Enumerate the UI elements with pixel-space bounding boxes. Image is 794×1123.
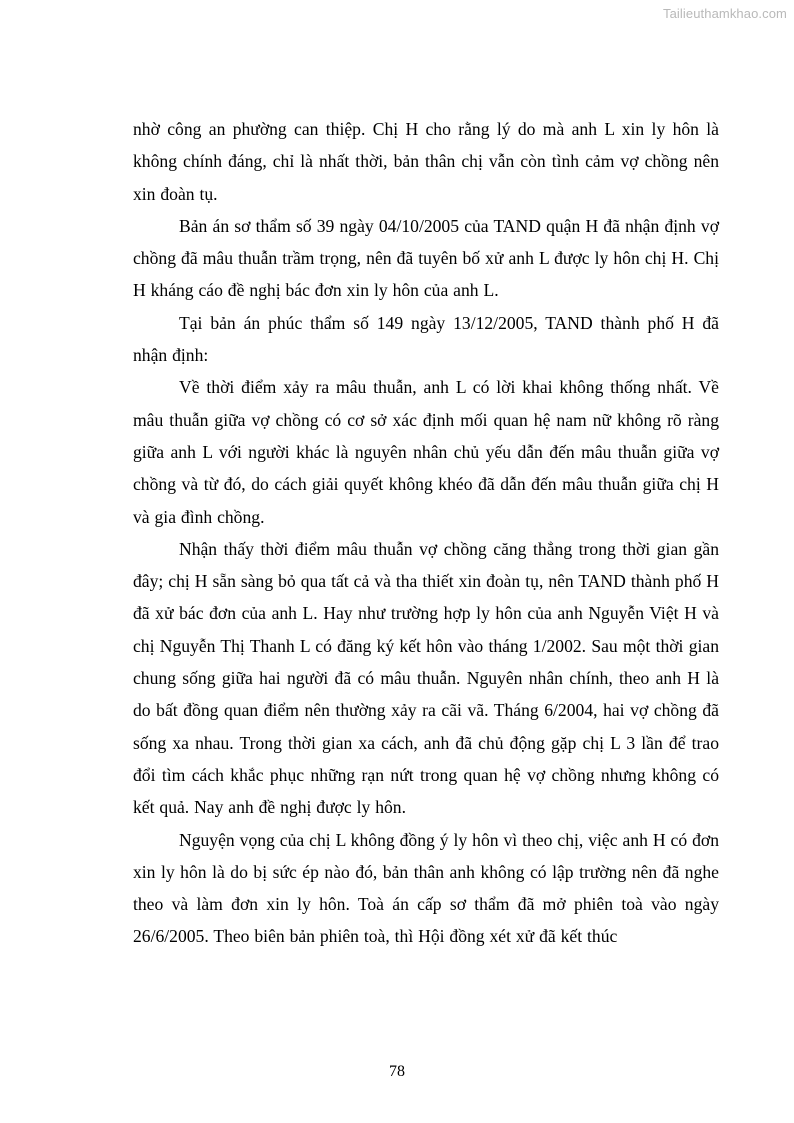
page-number: 78 (389, 1063, 405, 1080)
paragraph-3: Tại bản án phúc thẩm số 149 ngày 13/12/2005, TAND thành phố H đã nhận định: (133, 312, 719, 366)
paragraph-5: Nhận thấy thời điểm mâu thuẫn vợ chồng căng thẳng trong thời gian gần đây; chị H sẵn sàng bỏ qua tất cả và tha thiết xin đoàn tụ, nên TAND thành phố H đã xử bác đơn của anh L. Hay như trường hợp ly hôn của anh Nguyễn Việt H và chị Nguyễn Thị Thanh L có đăng ký kết hôn vào tháng 1/2002. Sau một thời gian chung sống giữa hai người đã có mâu thuẫn. Nguyên nhân chính, theo anh H là do bất đồng quan điểm nên thường xảy ra cãi vã. Tháng 6/2004, hai vợ chồng đã sống xa nhau. Trong thời gian xa cách, anh đã chủ động gặp chị L 3 lần để trao đổi tìm cách khắc phục những rạn nứt trong quan hệ vợ chồng nhưng không có kết quả. Nay anh đề nghị được ly hôn. (133, 538, 719, 818)
paragraph-1: nhờ công an phường can thiệp. Chị H cho rằng lý do mà anh L xin ly hôn là không chính đáng, chỉ là nhất thời, bản thân chị vẫn còn tình cảm vợ chồng nên xin đoàn tụ. (133, 119, 719, 204)
document-body (133, 113, 719, 953)
paragraph-6: Nguyện vọng của chị L không đồng ý ly hôn vì theo chị, việc anh H có đơn xin ly hôn là do bị sức ép nào đó, bản thân anh không có lập trường nên đã nghe theo và làm đơn xin ly hôn. Toà án cấp sơ thẩm đã mở phiên toà vào ngày 26/6/2005. Theo biên bản phiên toà, thì Hội đồng xét xử đã kết thúc (133, 829, 719, 947)
watermark-text: Tailieuthamkhao.com (662, 6, 787, 21)
paragraph-4: Về thời điểm xảy ra mâu thuẫn, anh L có lời khai không thống nhất. Về mâu thuẫn giữa vợ chồng có cơ sở xác định mối quan hệ nam nữ không rõ ràng giữa anh L với người khác là nguyên nhân chủ yếu dẫn đến mâu thuẫn giữa vợ chồng và từ đó, do cách giải quyết không khéo đã dẫn đến mâu thuẫn giữa chị H và gia đình chồng. (133, 377, 719, 527)
paragraph-2: Bản án sơ thẩm số 39 ngày 04/10/2005 của TAND quận H đã nhận định vợ chồng đã mâu thuẫn trầm trọng, nên đã tuyên bố xử anh L được ly hôn chị H. Chị H kháng cáo đề nghị bác đơn xin ly hôn của anh L. (133, 215, 719, 301)
